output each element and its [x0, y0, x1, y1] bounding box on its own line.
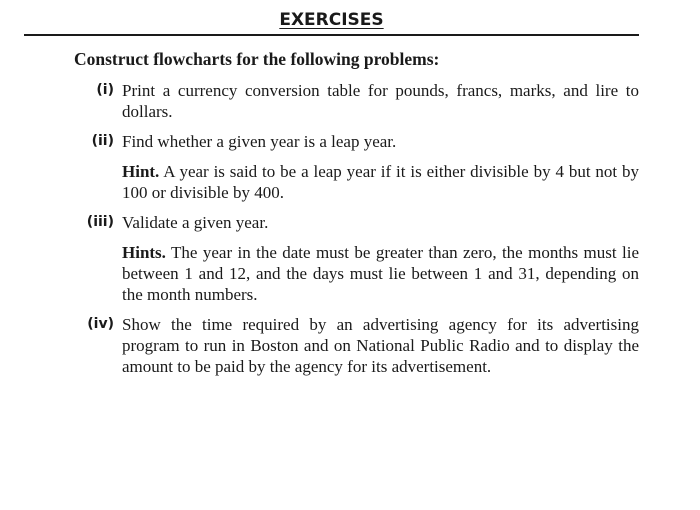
item-number: (iii) — [86, 214, 114, 230]
item-number: (i) — [96, 82, 114, 98]
hint — [122, 242, 639, 305]
hint-label: Hints. — [122, 243, 166, 262]
instruction-text: Construct flowcharts for the following problems: — [74, 49, 440, 69]
item-body — [122, 314, 639, 377]
exercise-item-i — [78, 80, 639, 122]
item-text: Print a currency conversion table for pounds, francs, marks, and lire to dollars. — [122, 81, 639, 121]
exercise-item-iii — [78, 212, 639, 305]
hint-text: A year is said to be a leap year if it is either divisible by 4 but not by 100 or divisible by 400. — [122, 162, 640, 202]
hint-text: The year in the date must be greater than zero, the months must lie between 1 and 12, and the days must lie between 1 and 31, depending on the month numbers. — [122, 243, 639, 304]
item-body — [122, 131, 639, 203]
item-text: Find whether a given year is a leap year. — [122, 132, 397, 151]
item-body — [122, 212, 639, 305]
exercise-item-iv — [78, 314, 639, 377]
page-title: EXERCISES — [279, 10, 384, 30]
item-body — [122, 80, 639, 122]
exercise-item-ii — [78, 131, 639, 203]
item-text: Show the time required by an advertising agency for its advertising program to run in Boston and on National Public Radio and to display the amount to be paid by the agency for its advertisement. — [122, 315, 639, 376]
item-number: (ii) — [91, 133, 114, 149]
item-text: Validate a given year. — [122, 213, 269, 232]
exercises-header — [24, 8, 639, 36]
exercise-list — [78, 80, 639, 386]
item-number: (iv) — [87, 316, 114, 332]
hint — [122, 161, 639, 203]
hint-label: Hint. — [122, 162, 160, 181]
